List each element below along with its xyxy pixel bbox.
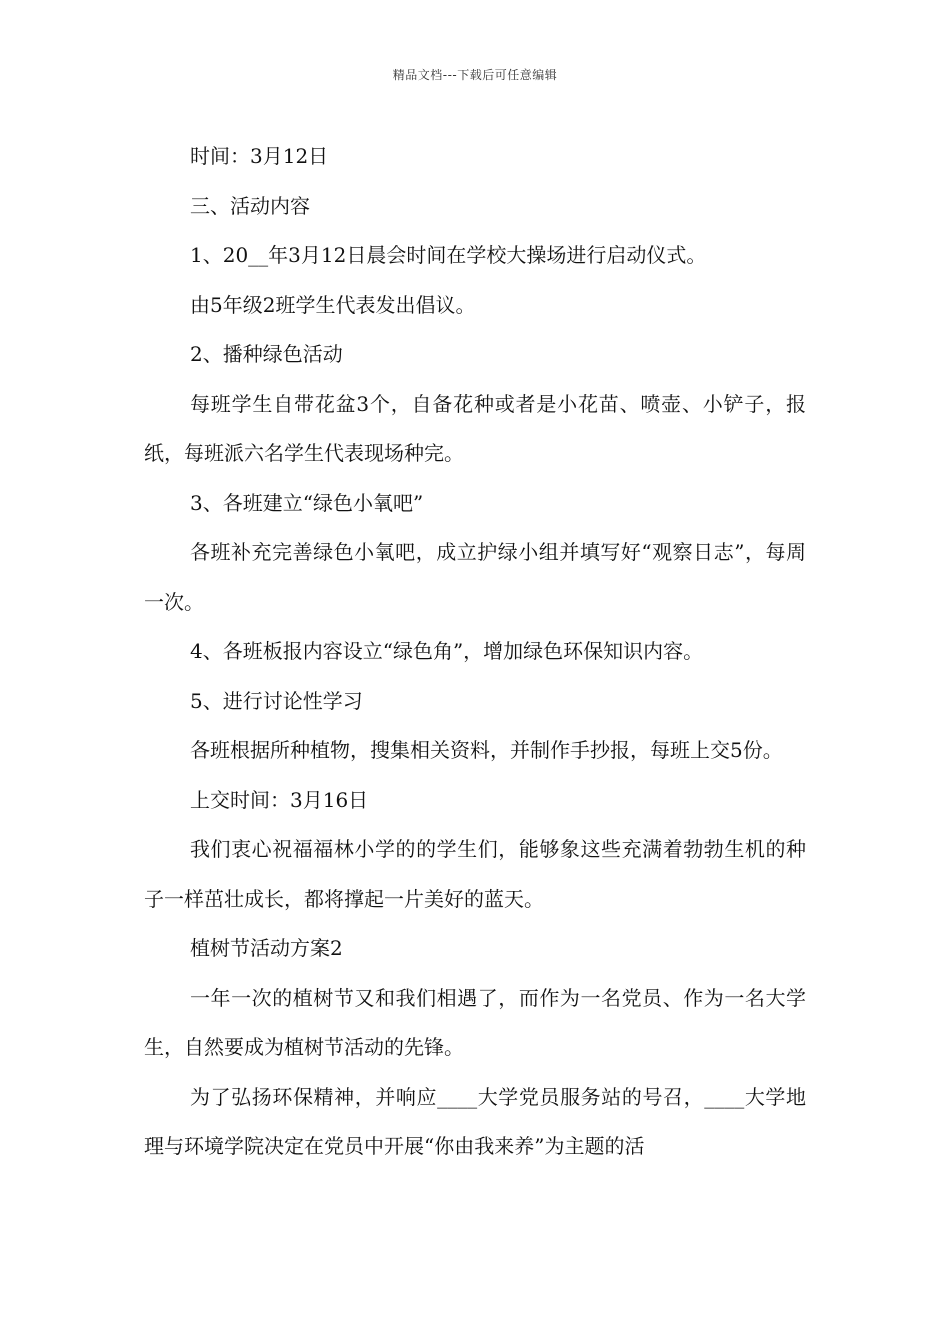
paragraph-item-4: 4、各班板报内容设立“绿色角”，增加绿色环保知识内容。 <box>190 639 704 663</box>
page-header: 精品文档---下载后可任意编辑 <box>392 68 558 82</box>
paragraph-item-3: 3、各班建立“绿色小氧吧” <box>190 490 424 515</box>
paragraph-item-5: 5、进行讨论性学习 <box>190 688 363 713</box>
paragraph-blessing: 我们衷心祝福福林小学的的学生们，能够象这些充满着勃勃生机的种子一样茁壮成长，都将撑起一片美好的蓝天。 <box>144 837 806 911</box>
paragraph-proposal: 由5年级2班学生代表发出倡议。 <box>190 292 476 317</box>
paragraph-environment-spirit: 为了弘扬环保精神，并响应____大学党员服务站的号召，____大学地理与环境学院决定在党员中开展“你由我来养”为主题的活 <box>144 1084 806 1158</box>
paragraph-oxygen-bar-detail: 各班补充完善绿色小氧吧，成立护绿小组并填写好“观察日志”，每周一次。 <box>144 540 806 614</box>
paragraph-item-2: 2、播种绿色活动 <box>190 342 343 366</box>
paragraph-study-detail: 各班根据所种植物，搜集相关资料，并制作手抄报，每班上交5份。 <box>190 738 783 762</box>
paragraph-planting-detail: 每班学生自带花盆3个，自备花种或者是小花苗、喷壶、小铲子，报纸，每班派六名学生代表现场种完。 <box>144 391 806 465</box>
paragraph-item-1: 1、20__年3月12日晨会时间在学校大操场进行启动仪式。 <box>190 243 707 267</box>
paragraph-submit-time: 上交时间：3月16日 <box>190 787 369 812</box>
document-body <box>144 132 806 1172</box>
paragraph-time: 时间：3月12日 <box>190 144 329 168</box>
section-heading-plan-2: 植树节活动方案2 <box>190 936 343 960</box>
section-heading-activity-content: 三、活动内容 <box>190 193 310 218</box>
paragraph-arbor-day-intro: 一年一次的植树节又和我们相遇了，而作为一名党员、作为一名大学生，自然要成为植树节活动的先锋。 <box>144 985 806 1059</box>
